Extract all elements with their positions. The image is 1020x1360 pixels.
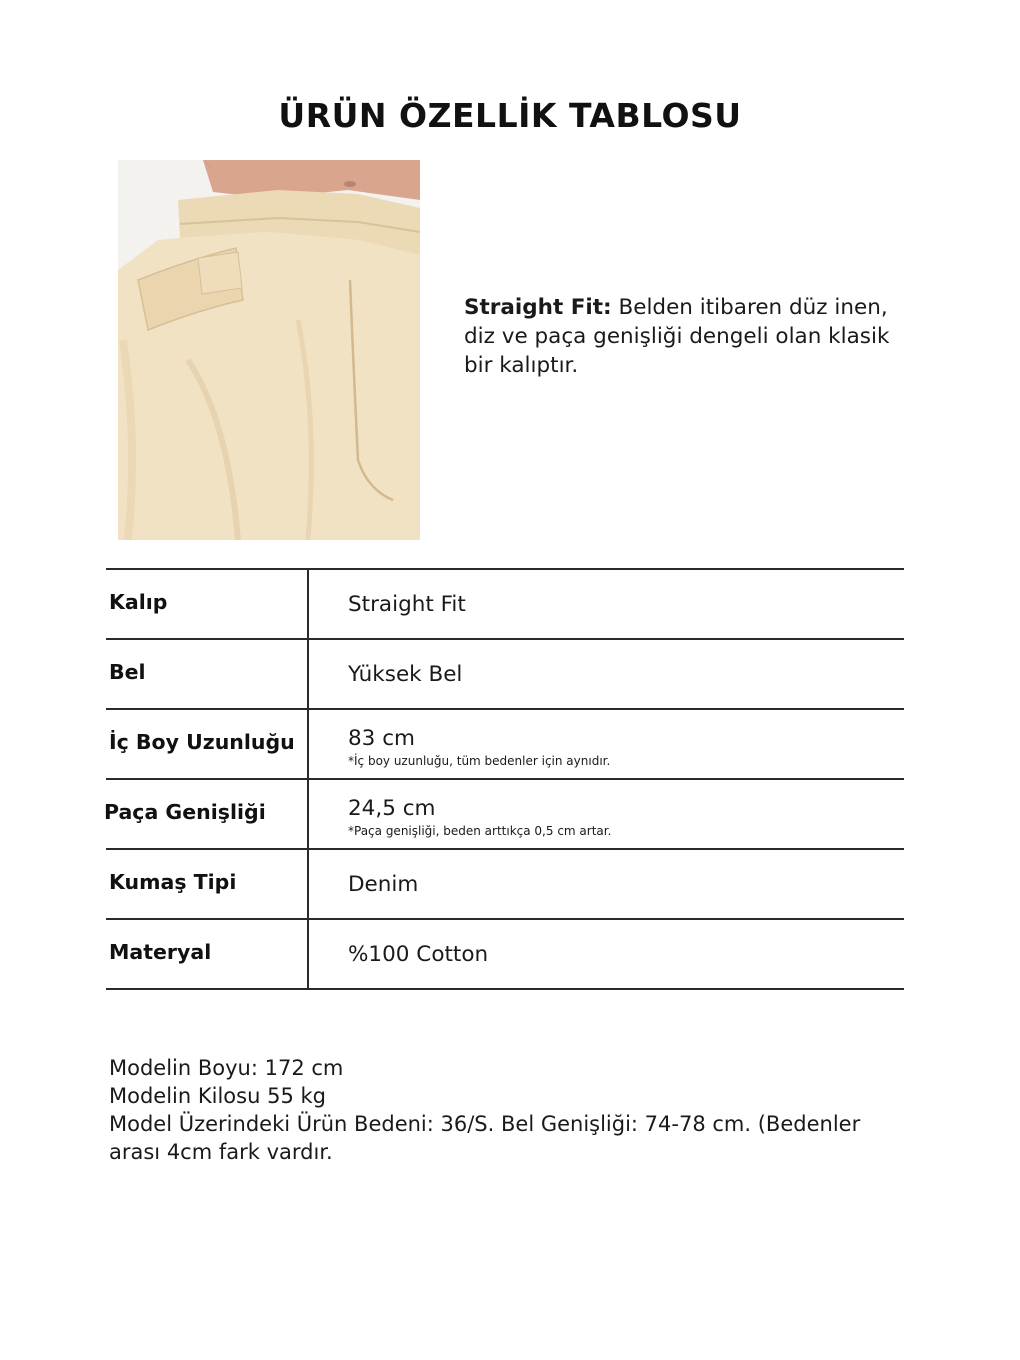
- row-value: Denim: [348, 872, 419, 897]
- table-row-kalip: [106, 570, 904, 640]
- fit-description: [464, 293, 904, 380]
- row-label: Bel: [109, 660, 146, 684]
- page-title: ÜRÜN ÖZELLİK TABLOSU: [278, 96, 742, 135]
- row-label: Kumaş Tipi: [109, 870, 237, 894]
- fit-description-text: Belden itibaren düz inen, diz ve paça genişliği dengeli olan klasik bir kalıptır.: [464, 295, 890, 378]
- row-label: Paça Genişliği: [104, 800, 266, 824]
- table-row-ic-boy: [106, 710, 904, 780]
- model-height: Modelin Boyu: 172 cm: [109, 1056, 344, 1080]
- spec-table: [106, 568, 904, 990]
- row-value: Straight Fit: [348, 592, 466, 617]
- row-value: Yüksek Bel: [348, 662, 463, 687]
- row-note: *İç boy uzunluğu, tüm bedenler için aynıdır.: [348, 754, 611, 768]
- row-note: *Paça genişliği, beden arttıkça 0,5 cm artar.: [348, 824, 612, 838]
- fit-name: Straight Fit:: [464, 295, 612, 320]
- model-weight: Modelin Kilosu 55 kg: [109, 1084, 326, 1108]
- row-label: İç Boy Uzunluğu: [109, 730, 295, 754]
- row-value: %100 Cotton: [348, 942, 489, 967]
- table-row-kumas: [106, 850, 904, 920]
- model-size: Model Üzerindeki Ürün Bedeni: 36/S. Bel Genişliği: 74-78 cm. (Bedenler arası 4cm fark vardır.: [109, 1112, 861, 1164]
- row-label: Materyal: [109, 940, 212, 964]
- product-photo: [118, 160, 420, 540]
- table-row-materyal: [106, 920, 904, 990]
- row-label: Kalıp: [109, 590, 168, 614]
- table-row-bel: [106, 640, 904, 710]
- table-row-paca: [106, 780, 904, 850]
- model-info: [109, 1054, 899, 1166]
- row-value: 83 cm: [348, 726, 415, 751]
- row-value: 24,5 cm: [348, 796, 436, 821]
- jeans-waist-illustration: [118, 160, 420, 540]
